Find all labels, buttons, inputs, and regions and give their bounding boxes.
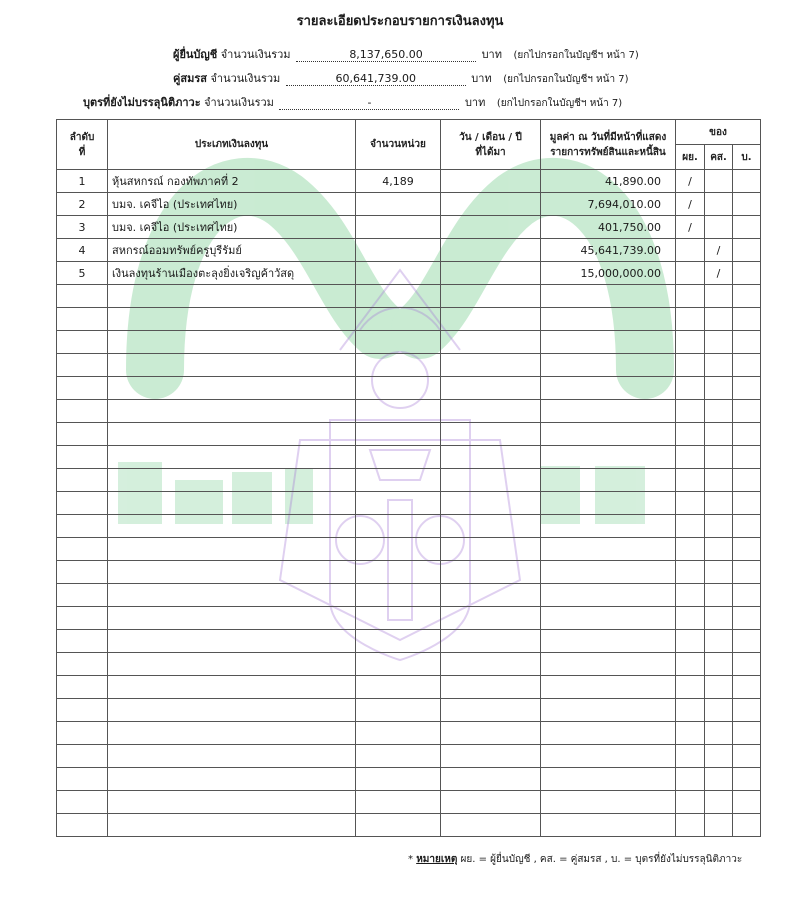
cell-empty <box>541 584 676 607</box>
table-row-empty <box>57 814 761 837</box>
cell-empty <box>441 285 541 308</box>
summary-note: (ยกไปกรอกในบัญชีฯ หน้า 7) <box>496 98 623 109</box>
footnote-label: หมายเหตุ <box>416 854 458 865</box>
cell-empty <box>441 400 541 423</box>
cell-units <box>356 262 441 285</box>
cell-empty <box>57 285 108 308</box>
cell-empty <box>108 791 356 814</box>
summary-unit: บาท <box>471 72 492 85</box>
table-row <box>57 170 761 193</box>
cell-c <box>733 193 761 216</box>
cell-empty <box>676 791 705 814</box>
cell-empty <box>705 653 733 676</box>
cell-empty <box>57 561 108 584</box>
cell-d: / <box>676 216 705 239</box>
cell-empty <box>57 446 108 469</box>
summary-prefix: จำนวนเงินรวม <box>210 72 281 85</box>
table-row-empty <box>57 653 761 676</box>
cell-empty <box>705 469 733 492</box>
header-type: ประเภทเงินลงทุน <box>108 120 356 170</box>
cell-s <box>705 193 733 216</box>
cell-date <box>441 216 541 239</box>
table-row-empty <box>57 446 761 469</box>
cell-empty <box>676 285 705 308</box>
cell-empty <box>108 561 356 584</box>
cell-empty <box>541 630 676 653</box>
table-row-empty <box>57 515 761 538</box>
header-owner-child: บ. <box>733 145 761 170</box>
cell-empty <box>57 423 108 446</box>
cell-empty <box>356 515 441 538</box>
cell-empty <box>356 308 441 331</box>
cell-date <box>441 262 541 285</box>
cell-empty <box>441 423 541 446</box>
cell-type: บมจ. เคจีไอ (ประเทศไทย) <box>108 193 356 216</box>
cell-empty <box>705 538 733 561</box>
summary-prefix: จำนวนเงินรวม <box>220 48 291 61</box>
cell-empty <box>541 400 676 423</box>
cell-value: 15,000,000.00 <box>541 262 676 285</box>
cell-value: 401,750.00 <box>541 216 676 239</box>
cell-empty <box>356 791 441 814</box>
cell-empty <box>441 607 541 630</box>
cell-empty <box>356 423 441 446</box>
summary-prefix: จำนวนเงินรวม <box>204 96 274 109</box>
cell-type: เงินลงทุนร้านเมืองตะลุงยิ่งเจริญค้าวัสดุ <box>108 262 356 285</box>
cell-empty <box>57 607 108 630</box>
cell-d: / <box>676 193 705 216</box>
cell-empty <box>441 308 541 331</box>
cell-empty <box>676 561 705 584</box>
cell-empty <box>356 331 441 354</box>
cell-empty <box>108 492 356 515</box>
cell-empty <box>705 607 733 630</box>
cell-empty <box>541 561 676 584</box>
cell-units <box>356 239 441 262</box>
header-owner: ของ <box>676 120 761 145</box>
cell-empty <box>356 814 441 837</box>
cell-empty <box>676 377 705 400</box>
cell-empty <box>57 630 108 653</box>
summary-note: (ยกไปกรอกในบัญชีฯ หน้า 7) <box>503 74 629 85</box>
cell-empty <box>108 745 356 768</box>
cell-units <box>356 216 441 239</box>
investment-table <box>56 119 761 837</box>
cell-empty <box>57 469 108 492</box>
cell-empty <box>705 630 733 653</box>
cell-empty <box>676 331 705 354</box>
cell-empty <box>108 469 356 492</box>
cell-empty <box>541 653 676 676</box>
cell-empty <box>541 354 676 377</box>
cell-empty <box>541 331 676 354</box>
cell-empty <box>356 676 441 699</box>
table-row-empty <box>57 400 761 423</box>
header-owner-spouse: คส. <box>705 145 733 170</box>
table-row-empty <box>57 630 761 653</box>
table-row-empty <box>57 561 761 584</box>
cell-empty <box>541 423 676 446</box>
cell-empty <box>441 446 541 469</box>
summary-children <box>83 93 622 111</box>
cell-empty <box>108 699 356 722</box>
cell-empty <box>705 515 733 538</box>
cell-empty <box>356 469 441 492</box>
cell-empty <box>541 492 676 515</box>
cell-s <box>705 216 733 239</box>
cell-empty <box>733 676 761 699</box>
cell-empty <box>57 676 108 699</box>
cell-empty <box>705 285 733 308</box>
cell-empty <box>541 791 676 814</box>
cell-empty <box>108 331 356 354</box>
cell-empty <box>733 768 761 791</box>
cell-empty <box>705 446 733 469</box>
header-no: ลำดับ ที่ <box>57 120 108 170</box>
table-row <box>57 193 761 216</box>
cell-empty <box>356 745 441 768</box>
cell-empty <box>733 653 761 676</box>
cell-empty <box>705 331 733 354</box>
table-row-empty <box>57 469 761 492</box>
cell-empty <box>541 446 676 469</box>
cell-empty <box>676 515 705 538</box>
cell-empty <box>441 814 541 837</box>
cell-empty <box>676 814 705 837</box>
cell-empty <box>356 561 441 584</box>
cell-empty <box>733 377 761 400</box>
cell-empty <box>441 653 541 676</box>
cell-empty <box>733 561 761 584</box>
cell-empty <box>705 492 733 515</box>
table-row-empty <box>57 768 761 791</box>
cell-empty <box>57 653 108 676</box>
table-row-empty <box>57 722 761 745</box>
cell-empty <box>356 607 441 630</box>
cell-empty <box>356 354 441 377</box>
cell-value: 45,641,739.00 <box>541 239 676 262</box>
cell-empty <box>356 400 441 423</box>
summary-label: คู่สมรส <box>173 72 207 85</box>
cell-empty <box>733 584 761 607</box>
table-row <box>57 262 761 285</box>
table-row-empty <box>57 607 761 630</box>
cell-empty <box>733 285 761 308</box>
table-row-empty <box>57 354 761 377</box>
table-body <box>57 170 761 837</box>
header-date: วัน / เดือน / ปี ที่ได้มา <box>441 120 541 170</box>
cell-empty <box>733 745 761 768</box>
cell-d: / <box>676 170 705 193</box>
table-row-empty <box>57 285 761 308</box>
cell-empty <box>356 377 441 400</box>
cell-empty <box>676 768 705 791</box>
cell-empty <box>733 630 761 653</box>
cell-empty <box>733 607 761 630</box>
summary-amount: 60,641,739.00 <box>286 72 466 86</box>
header-units: จำนวนหน่วย <box>356 120 441 170</box>
cell-c <box>733 216 761 239</box>
cell-empty <box>541 538 676 561</box>
header-owner-declarant: ผย. <box>676 145 705 170</box>
cell-empty <box>705 584 733 607</box>
cell-empty <box>108 814 356 837</box>
cell-empty <box>676 630 705 653</box>
summary-unit: บาท <box>464 96 486 109</box>
table-row-empty <box>57 584 761 607</box>
cell-empty <box>676 676 705 699</box>
summary-note: (ยกไปกรอกในบัญชีฯ หน้า 7) <box>513 50 639 61</box>
table-row-empty <box>57 538 761 561</box>
table-row-empty <box>57 699 761 722</box>
footnote-star: * <box>408 854 413 865</box>
summary-declarant <box>173 45 639 63</box>
cell-empty <box>676 607 705 630</box>
cell-empty <box>57 768 108 791</box>
cell-no: 2 <box>57 193 108 216</box>
cell-empty <box>705 308 733 331</box>
cell-empty <box>441 584 541 607</box>
cell-empty <box>705 745 733 768</box>
cell-empty <box>676 446 705 469</box>
cell-empty <box>108 377 356 400</box>
summary-label: บุตรที่ยังไม่บรรลุนิติภาวะ <box>83 96 201 109</box>
cell-empty <box>733 446 761 469</box>
cell-empty <box>541 722 676 745</box>
cell-empty <box>441 469 541 492</box>
table-row-empty <box>57 331 761 354</box>
cell-empty <box>108 653 356 676</box>
table-row-empty <box>57 676 761 699</box>
header-value: มูลค่า ณ วันที่มีหน้าที่แสดง รายการทรัพย์สินและหนี้สิน <box>541 120 676 170</box>
page-title: รายละเอียดประกอบรายการเงินลงทุน <box>296 14 504 29</box>
table-row-empty <box>57 423 761 446</box>
cell-units <box>356 193 441 216</box>
cell-s: / <box>705 239 733 262</box>
cell-empty <box>705 676 733 699</box>
cell-empty <box>733 791 761 814</box>
cell-empty <box>541 676 676 699</box>
cell-c <box>733 170 761 193</box>
cell-empty <box>733 515 761 538</box>
cell-empty <box>676 354 705 377</box>
cell-empty <box>108 285 356 308</box>
cell-empty <box>733 400 761 423</box>
cell-empty <box>676 492 705 515</box>
cell-empty <box>441 630 541 653</box>
cell-empty <box>676 400 705 423</box>
cell-empty <box>541 308 676 331</box>
cell-empty <box>441 745 541 768</box>
cell-empty <box>57 400 108 423</box>
table-row <box>57 216 761 239</box>
cell-empty <box>541 768 676 791</box>
cell-empty <box>733 331 761 354</box>
cell-empty <box>108 630 356 653</box>
cell-date <box>441 193 541 216</box>
cell-type: สหกรณ์ออมทรัพย์ครูบุรีรัมย์ <box>108 239 356 262</box>
cell-no: 4 <box>57 239 108 262</box>
cell-type: บมจ. เคจีไอ (ประเทศไทย) <box>108 216 356 239</box>
cell-empty <box>676 538 705 561</box>
cell-empty <box>356 584 441 607</box>
cell-no: 3 <box>57 216 108 239</box>
table-row-empty <box>57 791 761 814</box>
cell-empty <box>705 354 733 377</box>
cell-empty <box>541 814 676 837</box>
summary-amount: 8,137,650.00 <box>296 48 476 62</box>
cell-empty <box>441 561 541 584</box>
cell-empty <box>108 676 356 699</box>
cell-empty <box>541 699 676 722</box>
cell-empty <box>733 354 761 377</box>
cell-empty <box>441 354 541 377</box>
cell-empty <box>541 377 676 400</box>
cell-empty <box>676 699 705 722</box>
cell-empty <box>705 561 733 584</box>
summary-spouse <box>173 69 629 87</box>
table-row-empty <box>57 745 761 768</box>
cell-empty <box>57 699 108 722</box>
cell-c <box>733 239 761 262</box>
cell-empty <box>441 791 541 814</box>
cell-empty <box>108 446 356 469</box>
cell-empty <box>108 607 356 630</box>
cell-empty <box>441 515 541 538</box>
cell-empty <box>676 722 705 745</box>
cell-empty <box>441 377 541 400</box>
cell-empty <box>356 538 441 561</box>
cell-empty <box>356 653 441 676</box>
cell-empty <box>57 538 108 561</box>
cell-empty <box>705 699 733 722</box>
cell-empty <box>541 745 676 768</box>
cell-empty <box>441 538 541 561</box>
table-row-empty <box>57 308 761 331</box>
cell-empty <box>441 722 541 745</box>
cell-empty <box>108 423 356 446</box>
cell-empty <box>57 584 108 607</box>
cell-empty <box>676 745 705 768</box>
cell-empty <box>441 699 541 722</box>
cell-empty <box>356 492 441 515</box>
cell-empty <box>356 446 441 469</box>
cell-empty <box>108 515 356 538</box>
cell-empty <box>733 722 761 745</box>
cell-empty <box>108 722 356 745</box>
cell-empty <box>108 768 356 791</box>
cell-empty <box>733 492 761 515</box>
cell-empty <box>733 814 761 837</box>
cell-empty <box>57 377 108 400</box>
cell-value: 41,890.00 <box>541 170 676 193</box>
table-row <box>57 239 761 262</box>
cell-empty <box>541 607 676 630</box>
cell-empty <box>57 308 108 331</box>
summary-unit: บาท <box>481 48 502 61</box>
table-row-empty <box>57 377 761 400</box>
cell-empty <box>441 331 541 354</box>
cell-s: / <box>705 262 733 285</box>
cell-empty <box>57 791 108 814</box>
cell-empty <box>441 676 541 699</box>
cell-empty <box>356 768 441 791</box>
summary-amount: - <box>279 96 459 110</box>
cell-empty <box>57 492 108 515</box>
cell-empty <box>733 469 761 492</box>
footnote-text: ผย. = ผู้ยื่นบัญชี , คส. = คู่สมรส , บ. = บุตรที่ยังไม่บรรลุนิติภาวะ <box>460 854 743 865</box>
cell-empty <box>108 354 356 377</box>
cell-no: 1 <box>57 170 108 193</box>
cell-empty <box>356 722 441 745</box>
summary-label: ผู้ยื่นบัญชี <box>173 48 218 61</box>
cell-empty <box>733 423 761 446</box>
cell-empty <box>57 722 108 745</box>
table-row-empty <box>57 492 761 515</box>
cell-no: 5 <box>57 262 108 285</box>
cell-empty <box>441 492 541 515</box>
cell-empty <box>676 584 705 607</box>
cell-c <box>733 262 761 285</box>
cell-empty <box>108 400 356 423</box>
cell-empty <box>705 791 733 814</box>
cell-empty <box>705 423 733 446</box>
cell-empty <box>57 331 108 354</box>
cell-empty <box>541 285 676 308</box>
cell-empty <box>108 538 356 561</box>
cell-units: 4,189 <box>356 170 441 193</box>
cell-type: หุ้นสหกรณ์ กองทัพภาคที่ 2 <box>108 170 356 193</box>
cell-s <box>705 170 733 193</box>
cell-empty <box>705 400 733 423</box>
cell-empty <box>705 768 733 791</box>
cell-date <box>441 239 541 262</box>
cell-value: 7,694,010.00 <box>541 193 676 216</box>
cell-empty <box>541 469 676 492</box>
cell-empty <box>676 653 705 676</box>
cell-empty <box>705 814 733 837</box>
cell-d <box>676 239 705 262</box>
cell-empty <box>441 768 541 791</box>
cell-empty <box>57 745 108 768</box>
cell-empty <box>108 584 356 607</box>
cell-empty <box>356 285 441 308</box>
cell-empty <box>108 308 356 331</box>
cell-empty <box>57 814 108 837</box>
footnote <box>408 852 742 867</box>
cell-empty <box>541 515 676 538</box>
cell-empty <box>676 308 705 331</box>
cell-empty <box>356 699 441 722</box>
cell-empty <box>733 308 761 331</box>
cell-empty <box>705 722 733 745</box>
cell-empty <box>733 538 761 561</box>
cell-empty <box>676 469 705 492</box>
cell-empty <box>705 377 733 400</box>
cell-empty <box>356 630 441 653</box>
cell-empty <box>676 423 705 446</box>
cell-empty <box>57 354 108 377</box>
cell-d <box>676 262 705 285</box>
cell-empty <box>733 699 761 722</box>
cell-date <box>441 170 541 193</box>
cell-empty <box>57 515 108 538</box>
